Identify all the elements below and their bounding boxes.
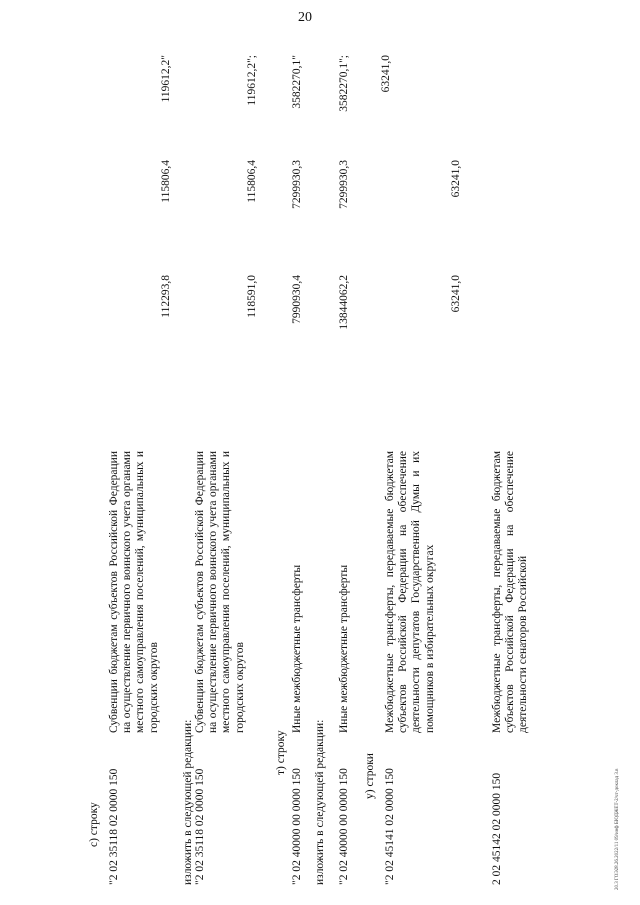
row-value-1: 13844062,2 <box>338 275 350 330</box>
section-heading: т) строку <box>275 730 287 775</box>
row-value-3: 3582270,1" <box>291 55 303 109</box>
row-value-2: 115806,4 <box>246 160 258 203</box>
row-code: "2 02 45141 02 0000 150 <box>384 768 396 885</box>
row-value-1: 118591,0 <box>246 275 258 318</box>
row-description: Субвенции бюджетам субъектов Российской Федерации на осуществление первичного воинского учета органами местного самоуправления поселений, муниципальных и городских округов <box>108 451 160 733</box>
section-heading: изложить в следующей редакции: <box>182 719 194 885</box>
row-description: Иные межбюджетные трансферты <box>291 564 303 733</box>
row-value-2: 7299930,3 <box>338 160 350 209</box>
row-value-1: 112293,8 <box>160 275 172 318</box>
section-heading: у) строки <box>364 753 376 799</box>
row-value-2: 7299930,3 <box>291 160 303 209</box>
row-value-3: 119612,2" <box>160 55 172 103</box>
row-code: "2 02 40000 00 0000 150 <box>338 768 350 885</box>
row-code: "2 02 35118 02 0000 150 <box>194 768 206 885</box>
row-code: "2 02 40000 00 0000 150 <box>291 768 303 885</box>
row-description: Межбюджетные трансферты, передаваемые бюджетам субъектов Российской Федерации на обеспечение деятельности депутатов Государственной Думы и их помощников в избирательных округах <box>384 451 436 733</box>
row-code: "2 02 35118 02 0000 150 <box>108 768 120 885</box>
footer-code: 20.3 ГОЭ28.26.2022/11 09/инф БЮДЖЕТ-2/чт-доклад 3.в <box>615 768 620 890</box>
row-value-3: 3582270,1"; <box>338 55 350 112</box>
row-value-3: 63241,0 <box>380 55 392 93</box>
row-description: Межбюджетные трансферты, передаваемые бюджетам субъектов Российской Федерации на обеспечение деятельности сенаторов Российской <box>491 451 530 733</box>
section-heading: с) строку <box>88 802 100 847</box>
document-table-rotated <box>88 55 608 885</box>
row-value-2: 63241,0 <box>450 160 462 198</box>
row-value-1: 63241,0 <box>450 275 462 313</box>
section-heading: изложить в следующей редакции: <box>314 719 326 885</box>
row-value-2: 115806,4 <box>160 160 172 203</box>
row-code: 2 02 45142 02 0000 150 <box>491 772 503 885</box>
page-number: 20 <box>298 10 312 25</box>
row-value-3: 119612,2"; <box>246 55 258 106</box>
row-description: Субвенции бюджетам субъектов Российской Федерации на осуществление первичного воинского учета органами местного самоуправления поселений, муниципальных и городских округов <box>194 451 246 733</box>
row-value-1: 7990930,4 <box>291 275 303 324</box>
row-description: Иные межбюджетные трансферты <box>338 564 350 733</box>
